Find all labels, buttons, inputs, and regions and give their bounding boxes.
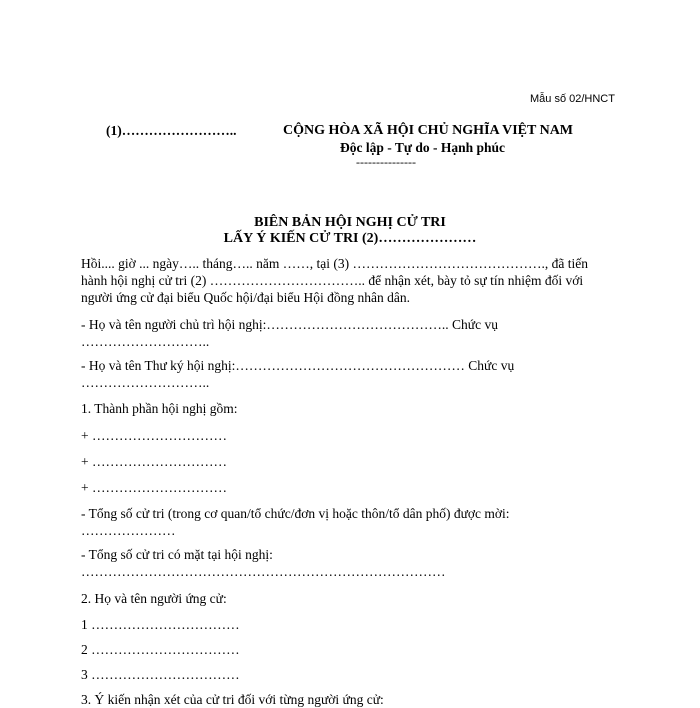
chair-line-2: ……………………….. [81, 334, 210, 349]
present-voters-line-2: ……………………………………………………………………… [81, 564, 446, 579]
invited-voters-line-1: - Tổng số cử tri (trong cơ quan/tổ chức/đơn vị hoặc thôn/tổ dân phố) được mời: [81, 506, 510, 521]
chair-line-1: - Họ và tên người chủ trì hội nghị:………………………………….. Chức vụ [81, 317, 498, 332]
intro-line-3: người ứng cử đại biểu Quốc hội/đại biểu Hội đồng nhân dân. [81, 290, 411, 305]
motto: Độc lập - Tự do - Hạnh phúc [340, 140, 506, 155]
intro-line-2: hành hội nghị cử tri (2) …………………………….. để nhận xét, bày tỏ sự tín nhiệm đối với [81, 273, 584, 288]
attendee-item: + ………………………… [81, 454, 227, 469]
form-number: Mẫu số 02/HNCT [530, 93, 615, 105]
intro-line-1: Hồi.... giờ ... ngày….. tháng….. năm ……, tại (3) ……………………………………., đã tiến [81, 256, 588, 271]
attendee-item: + ………………………… [81, 480, 227, 495]
secretary-line-2: ……………………….. [81, 375, 210, 390]
candidate-item: 1 …………………………… [81, 617, 240, 632]
nation-heading: CỘNG HÒA XÃ HỘI CHỦ NGHĨA VIỆT NAM [283, 123, 574, 138]
section-3-heading: 3. Ý kiến nhận xét của cử tri đối với từng người ứng cử: [81, 692, 384, 707]
candidate-item: 3 …………………………… [81, 667, 240, 682]
present-voters-line-1: - Tổng số cử tri có mặt tại hội nghị: [81, 547, 273, 562]
section-1-heading: 1. Thành phần hội nghị gồm: [81, 401, 238, 416]
secretary-line-1: - Họ và tên Thư ký hội nghị:…………………………………………… Chức vụ [81, 358, 515, 373]
document-subtitle: LẤY Ý KIẾN CỬ TRI (2)………………… [223, 231, 477, 246]
section-2-heading: 2. Họ và tên người ứng cử: [81, 591, 227, 606]
document-title: BIÊN BẢN HỘI NGHỊ CỬ TRI [254, 215, 446, 230]
organization-name: (1)…………………….. [106, 123, 237, 138]
motto-divider: --------------- [356, 155, 416, 169]
attendee-item: + ………………………… [81, 428, 227, 443]
candidate-item: 2 …………………………… [81, 642, 240, 657]
invited-voters-line-2: ………………… [81, 523, 176, 538]
